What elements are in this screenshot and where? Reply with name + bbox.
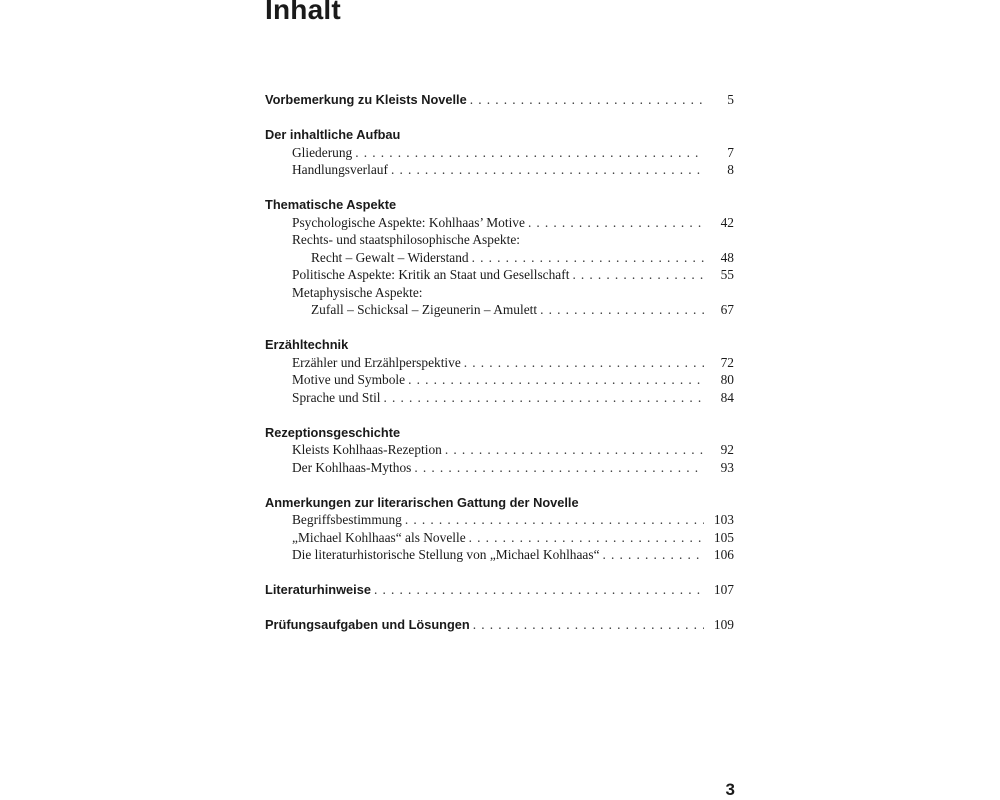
- toc-entry-first-line[interactable]: [265, 284, 734, 302]
- toc-section: [265, 616, 734, 634]
- toc-heading-text: Rezeptionsgeschichte: [265, 424, 401, 440]
- toc-entry[interactable]: [265, 354, 734, 372]
- toc-entry[interactable]: [265, 459, 734, 477]
- toc-section-heading: [265, 196, 734, 214]
- toc-entry[interactable]: [265, 581, 734, 599]
- toc-entry[interactable]: [265, 371, 734, 389]
- toc-section-heading: [265, 336, 734, 354]
- toc-entry-page: 92: [720, 442, 734, 457]
- dot-leader: [470, 91, 704, 109]
- toc-entry-title: Begriffsbestimmung: [292, 512, 402, 527]
- toc-entry-page: 5: [727, 92, 734, 107]
- dot-leader: [391, 161, 704, 179]
- toc-entry[interactable]: [265, 249, 734, 267]
- page-number: 3: [725, 780, 735, 799]
- toc-entry-page: 103: [713, 512, 734, 527]
- toc-section: [265, 581, 734, 599]
- toc-entry-page: 55: [720, 267, 734, 282]
- toc-entry-title: Gliederung: [292, 144, 353, 160]
- dot-leader: [528, 214, 704, 232]
- dot-leader: [408, 371, 704, 389]
- toc-entry-first-line[interactable]: [265, 231, 734, 249]
- dot-leader: [405, 511, 704, 529]
- toc-section-heading: [265, 126, 734, 144]
- toc-section: [265, 424, 734, 477]
- toc-section: [265, 126, 734, 179]
- toc-entry-page: 8: [727, 162, 734, 177]
- toc-entry-title: Motive und Symbole: [292, 372, 406, 387]
- toc-entry-title: Prüfungsaufgaben und Lösungen: [265, 617, 470, 632]
- toc-section-heading: [265, 494, 734, 512]
- toc-entry-title: „Michael Kohlhaas“ als Novelle: [292, 529, 466, 545]
- toc-entry-title: Vorbemerkung zu Kleists Novelle: [265, 92, 467, 107]
- toc-entry-page: 105: [713, 529, 734, 545]
- toc-entry-title: Literaturhinweise: [265, 582, 371, 597]
- toc-entry-page: 72: [720, 354, 734, 370]
- dot-leader: [603, 546, 704, 564]
- toc-entry-page: 84: [720, 389, 734, 405]
- toc-entry-title: Rechts- und staatsphilosophische Aspekte:: [292, 232, 520, 247]
- toc-entry-page: 93: [720, 459, 734, 475]
- toc-section-heading: [265, 424, 734, 442]
- dot-leader: [445, 441, 704, 459]
- toc-section: [265, 196, 734, 319]
- toc-heading-text: Erzähltechnik: [265, 337, 349, 352]
- dot-leader: [469, 529, 704, 547]
- toc-entry[interactable]: [265, 616, 734, 634]
- toc-entry-page: 80: [720, 372, 734, 387]
- toc-entry-title: Handlungsverlauf: [292, 162, 388, 177]
- toc-entry[interactable]: [265, 144, 734, 162]
- toc-entry-page: 109: [713, 617, 734, 632]
- toc-entry[interactable]: [265, 214, 734, 232]
- toc-entry-page: 67: [720, 302, 734, 317]
- toc-heading-text: Anmerkungen zur literarischen Gattung der Novelle: [265, 494, 579, 510]
- toc-entry-title: Die literaturhistorische Stellung von „Michael Kohlhaas“: [292, 547, 600, 562]
- toc-entry[interactable]: [265, 511, 734, 529]
- toc-entry[interactable]: [265, 441, 734, 459]
- dot-leader: [355, 144, 704, 162]
- toc-section: [265, 91, 734, 109]
- toc-entry-continuation: Recht – Gewalt – Widerstand: [311, 249, 469, 265]
- toc-entry-title: Der Kohlhaas-Mythos: [292, 459, 412, 475]
- page-title: Inhalt: [265, 0, 341, 25]
- toc-entry-title: Erzähler und Erzählperspektive: [292, 354, 461, 370]
- toc-entry[interactable]: [265, 266, 734, 284]
- toc-entry[interactable]: [265, 529, 734, 547]
- dot-leader: [464, 354, 704, 372]
- dot-leader: [572, 266, 704, 284]
- toc-entry[interactable]: [265, 301, 734, 319]
- toc-entry-page: 106: [713, 547, 734, 562]
- dot-leader: [414, 459, 704, 477]
- toc-entry-title: Sprache und Stil: [292, 389, 381, 405]
- toc-entry[interactable]: [265, 546, 734, 564]
- dot-leader: [472, 249, 704, 267]
- toc-entry[interactable]: [265, 389, 734, 407]
- toc-entry[interactable]: [265, 91, 734, 109]
- table-of-contents: [265, 91, 734, 651]
- toc-section: [265, 336, 734, 406]
- toc-entry-continuation: Zufall – Schicksal – Zigeunerin – Amulett: [311, 302, 538, 317]
- toc-entry-title: Kleists Kohlhaas-Rezeption: [292, 442, 442, 457]
- toc-entry[interactable]: [265, 161, 734, 179]
- toc-heading-text: Thematische Aspekte: [265, 197, 397, 212]
- toc-entry-title: Psychologische Aspekte: Kohlhaas’ Motive: [292, 214, 525, 230]
- toc-entry-title: Metaphysische Aspekte:: [292, 284, 423, 300]
- toc-entry-page: 48: [720, 249, 734, 265]
- toc-heading-text: Der inhaltliche Aufbau: [265, 127, 401, 142]
- dot-leader: [384, 389, 704, 407]
- toc-entry-page: 107: [713, 582, 734, 597]
- dot-leader: [540, 301, 704, 319]
- toc-section: [265, 494, 734, 564]
- dot-leader: [374, 581, 704, 599]
- toc-entry-page: 42: [720, 214, 734, 230]
- toc-entry-title: Politische Aspekte: Kritik an Staat und Gesellschaft: [292, 267, 570, 282]
- dot-leader: [473, 616, 704, 634]
- toc-entry-page: 7: [727, 144, 734, 160]
